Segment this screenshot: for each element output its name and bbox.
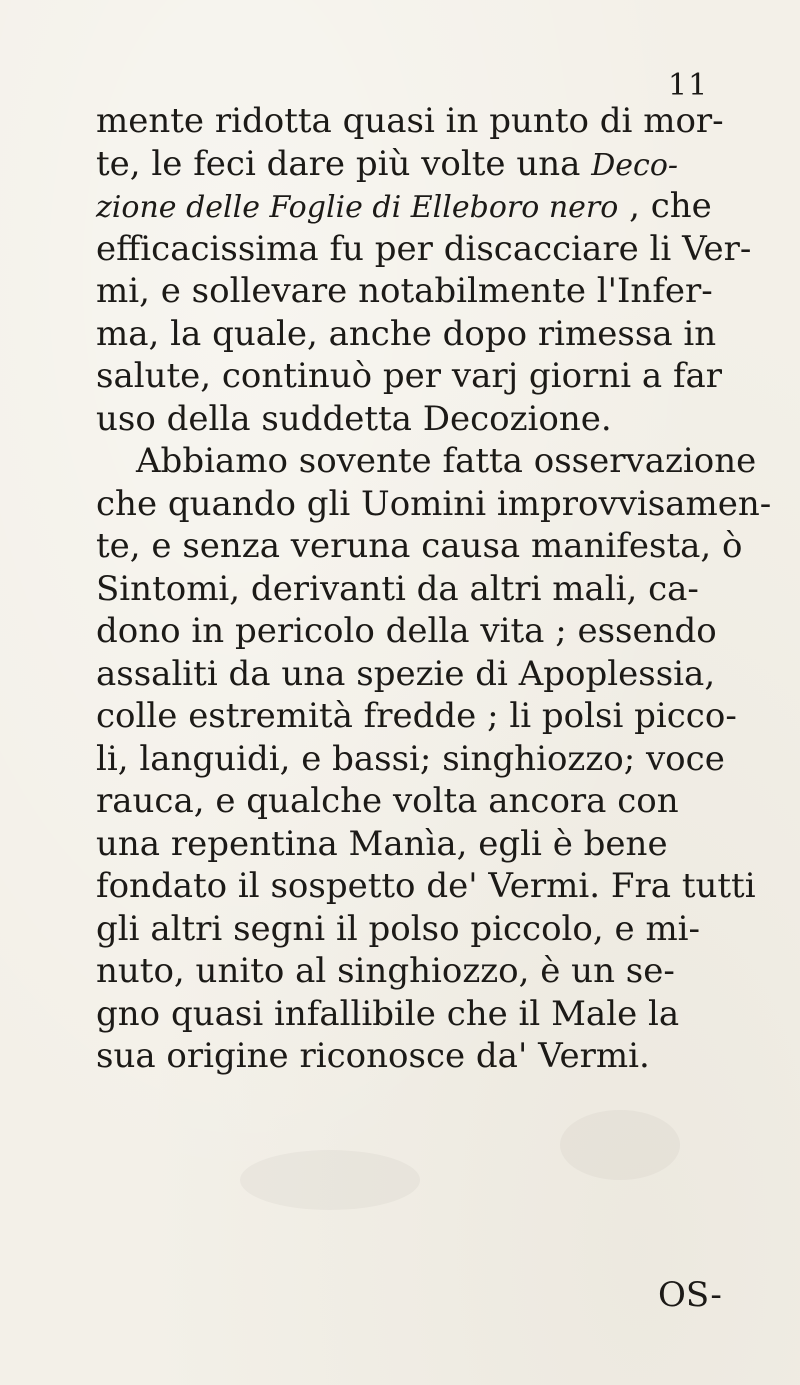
text-line: te, e senza veruna causa manifesta, ò — [96, 526, 743, 566]
text-line: gli altri segni il polso piccolo, e mi- — [96, 908, 701, 949]
text-line: gno quasi infallibile che il Male la — [96, 993, 680, 1034]
text-line: colle estremità fredde ; li polsi picco- — [96, 696, 737, 736]
text-line: rauca, e qualche volta ancora con — [96, 781, 679, 821]
text-segment: , che — [629, 186, 712, 226]
text-line: nuto, unito al singhiozzo, è un se- — [96, 951, 675, 991]
text-line — [96, 143, 776, 186]
text-line: una repentina Manìa, egli è bene — [96, 823, 668, 864]
italic-term: Deco- — [591, 147, 679, 183]
italic-term: zione delle Foglie di Elleboro nero — [96, 190, 619, 225]
text-segment: te, le feci dare più volte una — [96, 143, 581, 184]
text-line: ma, la quale, anche dopo rimessa in — [96, 313, 717, 354]
text-line: Sintomi, derivanti da altri mali, ca- — [96, 568, 699, 609]
paper-stain — [560, 1110, 680, 1180]
text-line: mente ridotta quasi in punto di mor- — [96, 101, 724, 141]
text-line: assaliti da una spezie di Apoplessia, — [96, 653, 716, 694]
text-line: efficacissima fu per discacciare li Ver- — [96, 228, 752, 269]
text-line: mi, e sollevare notabilmente l'Infer- — [96, 271, 713, 311]
text-line: che quando gli Uomini improvvisamen- — [96, 483, 772, 524]
text-line: fondato il sospetto de' Vermi. Fra tutti — [96, 866, 756, 906]
body-text — [96, 100, 776, 1078]
text-line: li, languidi, e bassi; singhiozzo; voce — [96, 738, 725, 779]
page-number: 11 — [668, 68, 709, 103]
text-line — [96, 185, 776, 228]
catchword: OS- — [658, 1275, 722, 1315]
text-line: sua origine riconosce da' Vermi. — [96, 1036, 650, 1076]
text-line: salute, continuò per varj giorni a far — [96, 356, 723, 396]
text-line: dono in pericolo della vita ; essendo — [96, 611, 717, 651]
paper-stain — [240, 1150, 420, 1210]
text-line: Abbiamo sovente fatta osservazione — [136, 441, 757, 481]
text-line: uso della suddetta Decozione. — [96, 398, 612, 439]
